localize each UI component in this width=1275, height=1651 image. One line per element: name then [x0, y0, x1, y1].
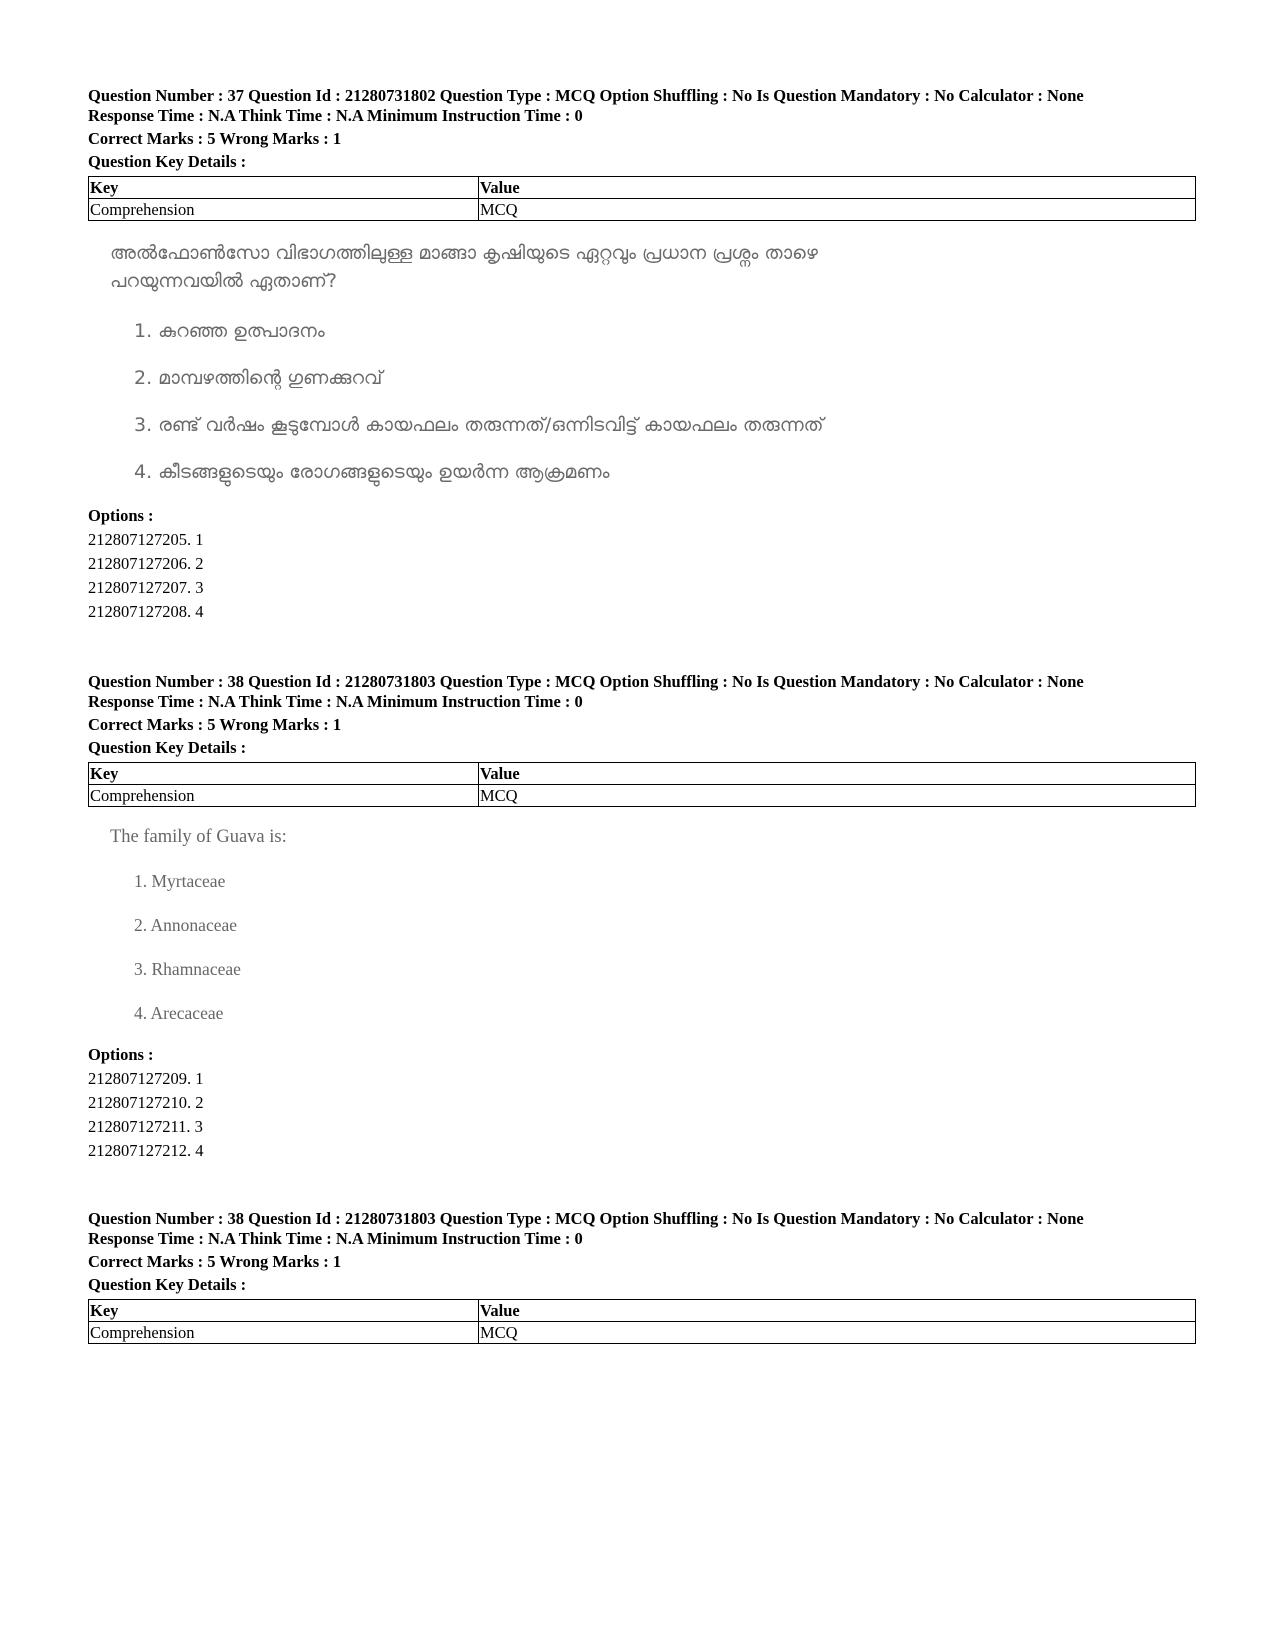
- table-header-key: Key: [89, 1300, 479, 1322]
- table-cell-value: MCQ: [479, 785, 1196, 807]
- question-text: അൽഫോൺസോ വിഭാഗത്തിലുള്ള മാങ്ങാ കൃഷിയുടെ ഏറ്റവും പ്രധാന പ്രശ്നം താഴെ പറയുന്നവയിൽ ഏതാണ്?: [110, 242, 818, 292]
- option-item: 212807127206. 2: [88, 554, 204, 573]
- question-header: [88, 1209, 1196, 1248]
- key-details-table: [88, 1299, 1196, 1344]
- table-cell-key: Comprehension: [89, 1322, 479, 1344]
- question-option-3: 3. Rhamnaceae: [134, 959, 241, 979]
- question-option-3: 3. രണ്ട് വർഷം കൂടുമ്പോൾ കായഫലം തരുന്നത്/ഒന്നിടവിട്ട് കായഫലം തരുന്നത്: [134, 414, 824, 436]
- option-item: 212807127210. 2: [88, 1093, 204, 1112]
- table-header-key: Key: [89, 763, 479, 785]
- marks-line: Correct Marks : 5 Wrong Marks : 1: [88, 129, 342, 148]
- option-item: 212807127211. 3: [88, 1117, 203, 1136]
- table-header-value: Value: [479, 177, 1196, 199]
- options-label: Options :: [88, 506, 154, 525]
- options-label: Options :: [88, 1045, 154, 1064]
- question-block-38-repeat: [88, 1209, 1196, 1344]
- question-header-line2: Response Time : N.A Think Time : N.A Minimum Instruction Time : 0: [88, 691, 583, 711]
- question-text: The family of Guava is:: [110, 827, 287, 847]
- question-header-line2: Response Time : N.A Think Time : N.A Minimum Instruction Time : 0: [88, 1228, 583, 1248]
- question-option-2: 2. Annonaceae: [134, 915, 238, 935]
- table-row: [89, 1322, 1196, 1344]
- question-option-2: 2. മാമ്പഴത്തിന്റെ ഗുണക്കുറവ്: [134, 367, 383, 389]
- question-block-38: [88, 672, 1196, 1163]
- question-header-line1: Question Number : 38 Question Id : 21280731803 Question Type : MCQ Option Shuffling : No Is Question Mandatory : No Calculator : None: [88, 672, 1084, 691]
- table-header-row: [89, 763, 1196, 785]
- option-item: 212807127207. 3: [88, 578, 204, 597]
- key-details-label: Question Key Details :: [88, 1275, 247, 1294]
- table-cell-value: MCQ: [479, 199, 1196, 221]
- key-details-label: Question Key Details :: [88, 152, 247, 171]
- option-item: 212807127209. 1: [88, 1069, 204, 1088]
- question-option-1: 1. കുറഞ്ഞ ഉത്പാദനം: [134, 320, 325, 342]
- table-header-value: Value: [479, 1300, 1196, 1322]
- table-cell-key: Comprehension: [89, 785, 479, 807]
- key-details-table: [88, 176, 1196, 221]
- table-row: [89, 785, 1196, 807]
- option-item: 212807127208. 4: [88, 602, 204, 621]
- question-block-37: [88, 86, 1196, 624]
- table-cell-value: MCQ: [479, 1322, 1196, 1344]
- question-header-line1: Question Number : 38 Question Id : 21280731803 Question Type : MCQ Option Shuffling : No Is Question Mandatory : No Calculator : None: [88, 1209, 1084, 1228]
- option-item: 212807127205. 1: [88, 530, 204, 549]
- marks-line: Correct Marks : 5 Wrong Marks : 1: [88, 1252, 342, 1271]
- question-header-line1: Question Number : 37 Question Id : 21280731802 Question Type : MCQ Option Shuffling : No Is Question Mandatory : No Calculator : None: [88, 86, 1084, 105]
- table-header-row: [89, 177, 1196, 199]
- marks-line: Correct Marks : 5 Wrong Marks : 1: [88, 715, 342, 734]
- table-header-value: Value: [479, 763, 1196, 785]
- question-option-4: 4. കീടങ്ങളുടെയും രോഗങ്ങളുടെയും ഉയർന്ന ആക്രമണം: [134, 461, 610, 483]
- key-details-table: [88, 762, 1196, 807]
- table-header-key: Key: [89, 177, 479, 199]
- question-image: [88, 825, 1196, 1025]
- key-details-label: Question Key Details :: [88, 738, 247, 757]
- question-header: [88, 86, 1196, 125]
- question-option-4: 4. Arecaceae: [134, 1003, 224, 1023]
- table-header-row: [89, 1300, 1196, 1322]
- option-item: 212807127212. 4: [88, 1141, 204, 1160]
- question-image: [88, 239, 1196, 486]
- question-header-line2: Response Time : N.A Think Time : N.A Minimum Instruction Time : 0: [88, 105, 583, 125]
- question-option-1: 1. Myrtaceae: [134, 871, 226, 891]
- table-row: [89, 199, 1196, 221]
- table-cell-key: Comprehension: [89, 199, 479, 221]
- question-header: [88, 672, 1196, 711]
